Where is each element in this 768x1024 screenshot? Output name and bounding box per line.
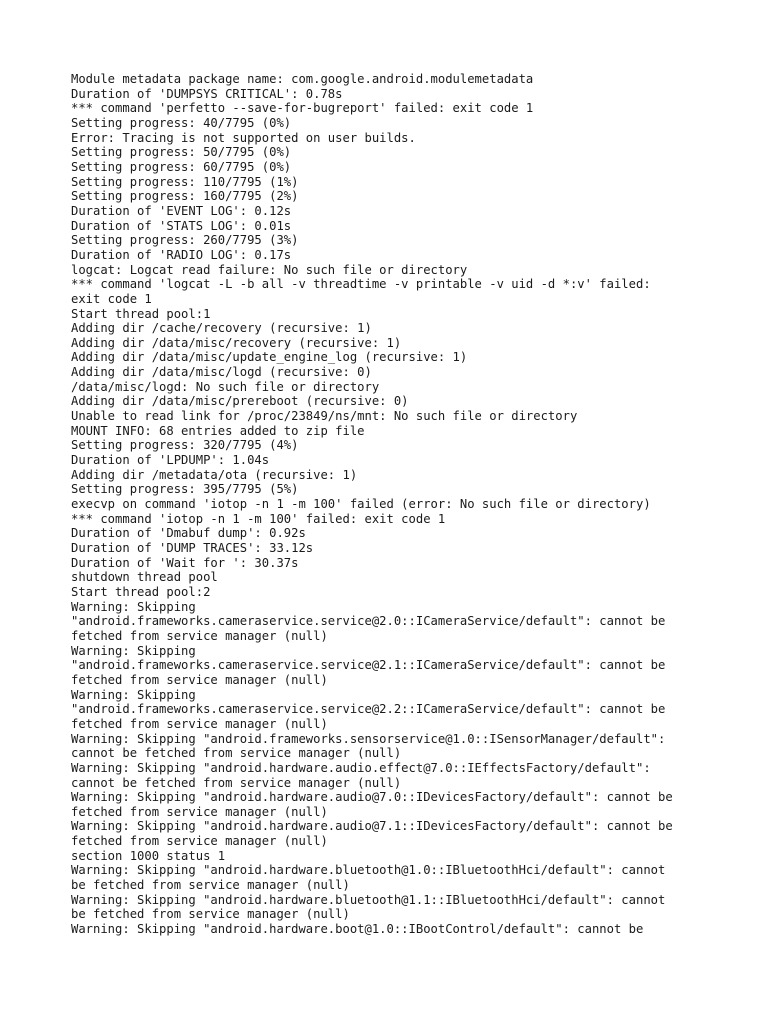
log-line: Warning: Skipping "android.hardware.boot@1.0::IBootControl/default": cannot be	[71, 922, 644, 937]
log-line: section 1000 status 1	[71, 848, 226, 863]
log-line: Duration of 'DUMPSYS CRITICAL': 0.78s	[71, 86, 343, 101]
log-line: Duration of 'Dmabuf dump': 0.92s	[71, 526, 306, 541]
log-line: Duration of 'DUMP TRACES': 33.12s	[71, 541, 314, 555]
log-line: Warning: Skipping "android.hardware.audio@7.1::IDevicesFactory/default": cannot be	[71, 819, 673, 834]
log-line: Warning: Skipping "android.frameworks.sensorservice@1.0::ISensorManager/default":	[71, 731, 666, 746]
log-line: be fetched from service manager (null)	[71, 878, 350, 893]
log-line: Unable to read link for /proc/23849/ns/mnt: No such file or directory	[71, 409, 578, 424]
log-line: Setting progress: 320/7795 (4%)	[71, 438, 299, 453]
log-document	[71, 72, 711, 937]
log-line: *** command 'logcat -L -b all -v threadtime -v printable -v uid -d *:v' failed:	[71, 277, 651, 292]
log-line: Warning: Skipping "android.hardware.bluetooth@1.0::IBluetoothHci/default": cannot	[71, 863, 666, 878]
log-line: be fetched from service manager (null)	[71, 907, 350, 922]
log-line: Setting progress: 60/7795 (0%)	[71, 159, 292, 174]
log-line: Start thread pool:1	[71, 306, 211, 321]
log-line: /data/misc/logd: No such file or directory	[71, 379, 380, 394]
log-line: cannot be fetched from service manager (null)	[71, 775, 402, 790]
log-line: Warning: Skipping	[71, 599, 196, 614]
log-line: Setting progress: 260/7795 (3%)	[71, 233, 299, 248]
log-line: logcat: Logcat read failure: No such file or directory	[71, 262, 468, 277]
log-line: "android.frameworks.cameraservice.service@2.2::ICameraService/default": cannot be	[71, 702, 666, 717]
log-line: shutdown thread pool	[71, 570, 218, 585]
log-line: *** command 'iotop -n 1 -m 100' failed: exit code 1	[71, 511, 446, 526]
log-line: "android.frameworks.cameraservice.service@2.0::ICameraService/default": cannot be	[71, 614, 666, 629]
log-line: Warning: Skipping "android.hardware.audio@7.0::IDevicesFactory/default": cannot be	[71, 790, 673, 805]
log-line: Adding dir /metadata/ota (recursive: 1)	[71, 467, 358, 482]
log-line: Setting progress: 160/7795 (2%)	[71, 189, 299, 204]
log-line: Adding dir /data/misc/prereboot (recursive: 0)	[71, 394, 409, 409]
log-line: Setting progress: 50/7795 (0%)	[71, 145, 292, 160]
log-line: Setting progress: 40/7795 (0%)	[71, 115, 292, 130]
log-line: execvp on command 'iotop -n 1 -m 100' failed (error: No such file or directory)	[71, 497, 651, 512]
log-line: cannot be fetched from service manager (null)	[71, 746, 402, 761]
log-line: Adding dir /data/misc/logd (recursive: 0)	[71, 365, 372, 380]
log-line: Setting progress: 110/7795 (1%)	[71, 174, 299, 189]
log-line: Duration of 'RADIO LOG': 0.17s	[71, 247, 292, 262]
log-line: Adding dir /data/misc/update_engine_log (recursive: 1)	[71, 350, 468, 365]
log-line: Start thread pool:2	[71, 584, 211, 599]
log-line: *** command 'perfetto --save-for-bugreport' failed: exit code 1	[71, 101, 534, 116]
log-line: Duration of 'STATS LOG': 0.01s	[71, 218, 292, 233]
log-line: Warning: Skipping	[71, 643, 196, 658]
log-line: Warning: Skipping	[71, 687, 196, 702]
log-line: Module metadata package name: com.google.android.modulemetadata	[71, 72, 534, 86]
log-line: Setting progress: 395/7795 (5%)	[71, 482, 299, 497]
log-line: Error: Tracing is not supported on user builds.	[71, 130, 416, 145]
log-line: fetched from service manager (null)	[71, 834, 328, 849]
log-line: "android.frameworks.cameraservice.service@2.1::ICameraService/default": cannot be	[71, 658, 666, 673]
log-line: Duration of 'EVENT LOG': 0.12s	[71, 203, 292, 218]
log-line: Warning: Skipping "android.hardware.audio.effect@7.0::IEffectsFactory/default":	[71, 760, 651, 775]
log-line: Duration of 'Wait for ': 30.37s	[71, 555, 299, 570]
log-line: fetched from service manager (null)	[71, 628, 328, 643]
log-line: Warning: Skipping "android.hardware.bluetooth@1.1::IBluetoothHci/default": cannot	[71, 892, 666, 907]
log-line: MOUNT INFO: 68 entries added to zip file	[71, 423, 365, 438]
log-line: Adding dir /cache/recovery (recursive: 1)	[71, 321, 372, 336]
log-line: fetched from service manager (null)	[71, 804, 328, 819]
log-line: fetched from service manager (null)	[71, 672, 328, 687]
log-line: Adding dir /data/misc/recovery (recursive: 1)	[71, 335, 402, 350]
log-line: exit code 1	[71, 291, 152, 306]
log-line: Duration of 'LPDUMP': 1.04s	[71, 453, 270, 468]
log-line: fetched from service manager (null)	[71, 716, 328, 731]
